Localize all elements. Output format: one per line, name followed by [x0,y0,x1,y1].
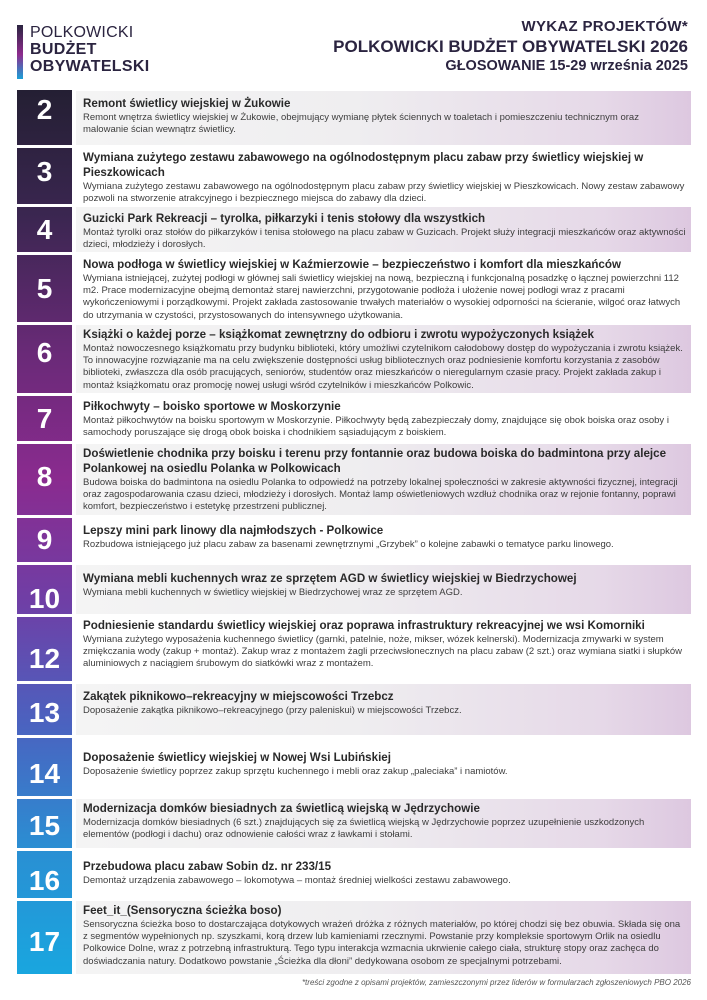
project-text [83,96,687,136]
logo-mark [17,25,23,79]
project-number: 3 [36,156,53,187]
header-line-2: POLKOWICKI BUDŻET OBYWATELSKI 2026 [333,37,688,56]
project-row [17,148,691,204]
project-text [83,211,687,251]
project-text [83,257,687,322]
project-text [83,859,687,887]
project-number: 9 [36,524,53,555]
project-description: Modernizacja domków biesiadnych (6 szt.) znajdujących się za świetlicą wiejską w Jędrzychowie poprzez uzupełnienie uszkodzonych elementów (podłogi i dachu) oraz odnowienie całości wraz z ławkami i stołami. [83,817,645,841]
project-row [17,851,691,898]
project-number: 2 [36,94,53,125]
project-title: Piłkochwyty – boisko sportowe w Moskorzynie [83,400,341,413]
project-title: Zakątek piknikowo–rekreacyjny w miejscowości Trzebcz [83,690,394,703]
project-title: Wymiana mebli kuchennych wraz ze sprzętem AGD w świetlicy wiejskiej w Biedrzychowej [83,572,577,585]
project-title: Nowa podłoga w świetlicy wiejskiej w Kaźmierzowie – bezpieczeństwo i komfort dla mieszkańców [83,258,621,271]
project-description: Doposażenie zakątka piknikowo–rekreacyjnego (przy paleniskui) w miejscowości Trzebcz. [83,705,462,716]
project-row [17,207,691,252]
project-description: Wymiana zużytego zestawu zabawowego na ogólnodostępnym placu zabaw przy świetlicy wiejskiej w Pieszkowicach. Nowy zestaw zabawowy pozwoli na stworzenie atrakcyjnego i bezpiecznego miejsca do zabawy dla dzieci. [83,181,685,205]
project-number: 7 [36,403,53,434]
project-title: Wymiana zużytego zestawu zabawowego na ogólnodostępnym placu zabaw przy świetlicy wiejskiej w Pieszkowicach [83,151,644,179]
project-text [83,150,687,205]
project-description: Montaż piłkochwytów na boisku sportowym w Moskorzynie. Piłkochwyty będą zabezpieczały domy, znajdujące się obok boiska oraz osoby i samochody poruszające się drogą obok boiska i chodnikiem sąsiadującym z boiskiem. [83,415,669,439]
project-description: Remont wnętrza świetlicy wiejskiej w Żukowie, obejmujący wymianę płytek ściennych w toaletach i pomieszczeniu technicznym oraz malowanie ścian wewnątrz świetlicy. [83,112,639,136]
project-text [83,399,687,439]
project-description: Doposażenie świetlicy poprzez zakup sprzętu kuchennego i mebli oraz zakup „paleciaka” i namiotów. [83,766,508,777]
header-line-3: GŁOSOWANIE 15-29 września 2025 [445,58,688,74]
project-number: 4 [36,214,53,245]
project-number: 16 [28,865,61,896]
project-text [83,571,687,599]
project-title: Przebudowa placu zabaw Sobin dz. nr 233/15 [83,860,332,873]
project-row [17,518,691,562]
project-row [17,617,691,681]
project-text [83,801,687,841]
project-number: 13 [28,697,61,728]
project-title: Doposażenie świetlicy wiejskiej w Nowej Wsi Lubińskiej [83,751,391,764]
project-text [83,750,687,778]
project-number: 12 [28,643,61,674]
logo-text [30,24,149,79]
project-description: Demontaż urządzenia zabawowego – lokomotywa – montaż średniej wielkości zestawu zabawowego. [83,875,511,886]
project-number: 8 [36,461,53,492]
project-row [17,738,691,796]
project-number: 6 [36,337,53,368]
project-title: Książki o każdej porze – książkomat zewnętrzny do odbioru i zwrotu wypożyczonych książek [83,328,594,341]
project-row [17,255,691,322]
project-row [17,396,691,441]
header-line-1: WYKAZ PROJEKTÓW* [521,18,688,35]
project-description: Sensoryczna ścieżka boso to dostarczająca dotykowych wrażeń dróżka z różnych materiałów, po której chodzi się bez obuwia. Składa się ona z segmentów wypełnionych np. szyszkami, korą drzew lub kamieniami rzecznymi. Powstanie przy kompleksie sportowym Orlik na osiedlu Polkowice Dolne, wraz z potrzebną infrastrukturą. Tego typu interakcja wzmacnia ukrwienie całego ciała, strukturę stopy oraz zachęca do doświadczania natury. Dodatkowo powstanie „Ścieżka dla dłoni” dedykowana osobom ze specjalnymi potrzebami. [83,919,681,967]
project-title: Podniesienie standardu świetlicy wiejskiej oraz poprawa infrastruktury rekreacyjnej we wsi Komorniki [83,619,645,632]
project-row [17,565,691,614]
logo-line-2: BUDŻET [30,41,97,58]
project-number: 10 [28,583,61,614]
project-row [17,901,691,974]
project-description: Montaż nowoczesnego książkomatu przy budynku biblioteki, który umożliwi czytelnikom całodobowy dostęp do wypożyczania i zwrotu książek. To innowacyjne rozwiązanie ma na celu zwiększenie dostępności usług bibliotecznych oraz podniesienie komfortu korzystania z zasobów biblioteki, zwłaszcza dla osób pracujących, seniorów, studentów oraz mieszkańców o nieregularnym czasie pracy. Projekt zakłada zakup i montaż książkomatu oraz promocję nowej usługi wśród czytelników i mieszkańców Polkowic. [83,343,683,391]
project-text [83,618,687,671]
project-description: Wymiana istniejącej, zużytej podłogi w głównej sali świetlicy wiejskiej na nową, bezpieczną i funkcjonalną posadzkę o łącznej powierzchni 112 m2. Prace modernizacyjne obejmą demontaż starej nawierzchni, przygotowanie podłoża i ułożenie nowej podłogi wraz z pracami wykończeniowymi i porządkowymi. Projekt zakłada zastosowanie trwałych materiałów o wysokiej odporności na ścieranie, wilgoć oraz łatwych do utrzymania w czystości, przystosowanych do intensywnego użytkowania. [83,273,681,321]
project-title: Lepszy mini park linowy dla najmłodszych - Polkowice [83,524,384,537]
project-title: Doświetlenie chodnika przy boisku i terenu przy fontannie oraz budowa boiska do badmintona przy alejce Polankowej na osiedlu Polanka w Polkowicach [83,447,667,475]
project-title: Remont świetlicy wiejskiej w Żukowie [83,97,291,110]
project-description: Wymiana zużytego wyposażenia kuchennego świetlicy (garnki, patelnie, noże, mikser, wózek kelnerski). Modernizacja zmywarki w system zmiękczania wody (zakup + montaż). Zakup wraz z montażem żagli przeciwsłonecznych na placu zabaw (2 szt.) oraz wymiana siatki i słupków aluminiowych z naciągiem śrubowym do siatkówki wraz z montażem. [83,634,683,670]
project-text [83,689,687,717]
project-number: 5 [36,273,53,304]
project-text [83,327,687,392]
project-row [17,444,691,515]
project-row [17,91,691,145]
logo [17,24,149,79]
footnote: *treści zgodne z opisami projektów, zamieszczonymi przez liderów w formularzach zgłoszeniowych PBO 2026 [301,978,691,987]
project-number: 14 [28,758,61,789]
project-description: Montaż tyrolki oraz stołów do piłkarzyków i tenisa stołowego na placu zabaw w Guzicach. Projekt służy integracji mieszkańców oraz aktywności dzieci, młodzieży i dorosłych. [83,227,686,251]
project-number: 15 [28,810,61,841]
project-number: 17 [28,926,61,957]
project-title: Modernizacja domków biesiadnych za świetlicą wiejską w Jędrzychowie [83,802,480,815]
project-row [17,325,691,393]
project-text [83,903,687,968]
project-title: Feet_it_(Sensoryczna ścieżka boso) [83,904,282,917]
logo-line-1: POLKOWICKI [30,24,134,41]
project-title: Guzicki Park Rekreacji – tyrolka, piłkarzyki i tenis stołowy dla wszystkich [83,212,486,225]
project-description: Rozbudowa istniejącego już placu zabaw za basenami zewnętrznymi „Grzybek” o kolejne zabawki o tematyce parku linowego. [83,539,614,550]
project-row [17,799,691,848]
page-header [333,18,688,75]
logo-line-3: OBYWATELSKI [30,58,150,75]
project-text [83,446,687,514]
project-description: Budowa boiska do badmintona na osiedlu Polanka to odpowiedź na potrzeby lokalnej społeczności w zakresie aktywności fizycznej, integracji oraz zagospodarowania czasu dzieci, młodzieży i dorosłych. Montaż lamp oświetleniowych wzdłuż chodnika oraz w rejonie fontanny, poprawi komfort, bezpieczeństwo i estetykę przestrzeni publicznej. [83,477,678,513]
project-description: Wymiana mebli kuchennych w świetlicy wiejskiej w Biedrzychowej wraz ze sprzętem AGD. [83,587,463,598]
project-row [17,684,691,735]
project-text [83,523,687,551]
